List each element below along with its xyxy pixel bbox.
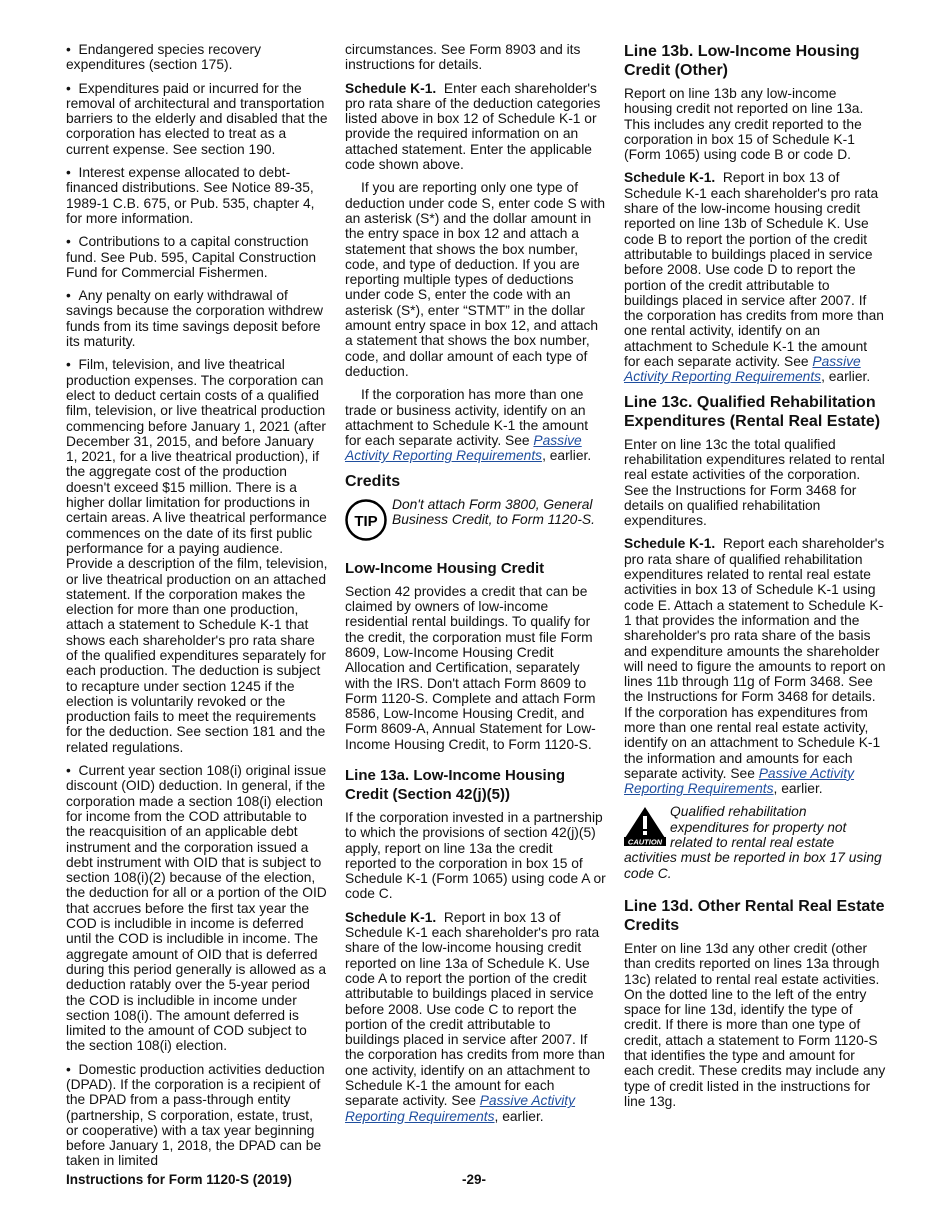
schedule-k1-label: Schedule K-1.: [345, 909, 437, 925]
paragraph-line-13c: Enter on line 13c the total qualified rehabilitation expenditures related to rental real estate activities of the corporation. See the Instructions for Form 3468 for details on qualified rehabilitation expenditures.: [624, 436, 885, 529]
caution-box: [624, 804, 886, 880]
line-13a-heading: Line 13a. Low-Income Housing Credit (Section 42(j)(5)): [345, 766, 566, 803]
line-13b-heading: Line 13b. Low-Income Housing Credit (Other): [624, 43, 860, 79]
paragraph-line-13a: If the corporation invested in a partnership to which the provisions of section 42(j)(5) apply, report on line 13a the credit reported to the corporation in box 15 of Schedule K-1 (Form 1065) using code A or code C.: [345, 809, 606, 902]
schedule-k1-text: Enter each shareholder's pro rata share of the deduction categories listed above in box 12 of Schedule K-1 or provide the required information on an attached statement. Enter the applicable code shown above.: [345, 80, 601, 173]
footer-form-title: Instructions for Form 1120-S (2019): [66, 1172, 292, 1187]
text-segment: , earlier.: [821, 369, 871, 385]
low-income-housing-heading: Low-Income Housing Credit: [345, 559, 545, 577]
bullet-capital-construction: • Contributions to a capital construction fund. See Pub. 595, Capital Construction Fund for Commercial Fishermen.: [66, 234, 328, 280]
bullet-endangered-species: • Endangered species recovery expenditures (section 175).: [66, 42, 328, 73]
column-2: [345, 42, 607, 1132]
schedule-k1-text: Report each shareholder's pro rata share of qualified rehabilitation expenditures related to rental real estate activities in box 13 of Schedule K-1 using code E. Attach a statement to Schedule K-1 that provides the information and the shareholder's pro rata share of the basis and expenditure amounts the shareholder will need to figure the amounts to report on lines 11b through 11g of Form 3468. See the Instructions for Form 3468 for details. If the corporation has expenditures from more than one rental real estate activity, identify on an attachment to Schedule K-1 the information and amounts for each separate activity. See: [624, 536, 886, 781]
column-1: [66, 42, 328, 1177]
passive-activity-link[interactable]: Passive Activity Reporting Requirements: [624, 765, 855, 797]
paragraph-line-13d: Enter on line 13d any other credit (other than credits reported on lines 13a through 13c) related to rental real estate activities. On the dotted line to the left of the entry space for line 13d, identify the type of credit. If there is more than one type of credit, attach a statement to Form 1120-S that identifies the type and amount for each credit. These credits may include any type of credit listed in the instructions for line 13g.: [624, 940, 886, 1109]
paragraph-line-13b: Report on line 13b any low-income housing credit not reported on line 13a. This includes any credit reported to the corporation in box 15 of Schedule K-1 (Form 1065) using code B or code D.: [624, 86, 864, 163]
passive-activity-link[interactable]: Passive Activity Reporting Requirements: [345, 433, 582, 464]
tip-box: [345, 497, 607, 541]
paragraph-low-income-housing: Section 42 provides a credit that can be claimed by owners of low-income residential rental buildings. To qualify for the credit, the corporation must file Form 8609, Low-Income Housing Credit Allocation and Certification, separately with the IRS. Don't attach Form 8609 to Form 1120-S. Complete and attach Form 8586, Low-Income Housing Credit, and Form 8609-A, Annual Statement for Low-Income Housing Credit, to Form 1120-S.: [345, 583, 596, 752]
bullet-architectural-barriers: • Expenditures paid or incurred for the removal of architectural and transportation barriers to the elderly and disabled that the corporation has elected to treat as a current expense. See section 190.: [66, 81, 328, 157]
bullet-film-production: • Film, television, and live theatrical production expenses. The corporation can elect to deduct certain costs of a qualified film, television, or live theatrical production commencing before January 1, 2021 (after December 31, 2015, and before January 1, 2021, for a live theatrical production), if the aggregate cost of the production doesn't exceed $15 million. There is a higher dollar limitation for productions in certain areas. A live theatrical performance commences on the date of its first public performance for a paying audience. Provide a description of the film, television, or live theatrical production on an attached statement. If the corporation makes the election for more than one production, attach a statement to Schedule K-1 that shows each shareholder's pro rata share of the qualified expenditures separately for each production. The deduction is subject to recapture under section 1245 if the election is voluntarily revoked or the production fails to meet the requirements for the deduction. See section 181 and the related regulations.: [66, 357, 328, 755]
caution-icon: [624, 806, 666, 846]
bullet-early-withdrawal: • Any penalty on early withdrawal of savings because the corporation withdrew funds from its time savings deposit before its maturity.: [66, 288, 328, 349]
line-13d-heading: Line 13d. Other Rental Real Estate Credits: [624, 897, 885, 934]
tip-icon: [345, 499, 387, 541]
text-segment: If the corporation has more than one trade or business activity, identify on an attachment to Schedule K-1 the amount for each separate activity. See: [345, 387, 589, 449]
paragraph-schedule-k1-13a: [345, 910, 607, 1124]
schedule-k1-label: Schedule K-1.: [345, 80, 437, 96]
text-segment: , earlier.: [542, 448, 592, 464]
bullet-dpad: • Domestic production activities deduction (DPAD). If the corporation is a recipient of the DPAD from a pass-through entity (partnership, S corporation, estate, trust, or cooperative) with a tax year beginning before January 1, 2018, the DPAD can be taken in limited: [66, 1062, 328, 1169]
schedule-k1-text: Report in box 13 of Schedule K-1 each shareholder's pro rata share of the low-income housing credit reported on line 13b of Schedule K. Use code B to report the portion of the credit attributable to buildings placed in service before 2008. Use code D to report the portion of the credit attributable to buildings placed in service after 2007. If the corporation has credits from more than one rental activity, identify on an attachment to Schedule K-1 the amount for each separate activity. See: [624, 170, 884, 370]
paragraph-code-s: If you are reporting only one type of deduction under code S, enter code S with an asterisk (S*) and the dollar amount in the entry space in box 12 and attach a statement that shows the box number, code, and type of deduction. If you are reporting multiple types of deductions under code S, enter the code with an asterisk (S*), enter “STMT” in the dollar amount entry space in box 12, and attach a statement that shows the box number, code, and dollar amount of each type of deduction.: [345, 180, 606, 379]
tip-label: TIP: [354, 512, 378, 530]
passive-activity-link[interactable]: Passive Activity Reporting Requirements: [624, 354, 861, 385]
paragraph-schedule-k1-deductions: [345, 81, 607, 173]
bullet-oid-deduction: • Current year section 108(i) original issue discount (OID) deduction. In general, if the corporation made a section 108(i) election for income from the COD attributable to the reacquisition of an applicable debt instrument and the corporation issued a debt instrument with OID that is subject to section 108(i)(2) because of the election, the deduction for all or a portion of the OID that accrues before the first tax year the COD is includible in income is deferred until the COD is includible in income. The aggregate amount of OID that is deferred during this period generally is allowed as a deduction ratably over the 5-year period the COD is includible in income under section 108(i). The amount deferred is limited to the amount of COD subject to the section 108(i) election.: [66, 763, 328, 1054]
paragraph-circumstances: circumstances. See Form 8903 and its instructions for details.: [345, 42, 581, 73]
passive-activity-link[interactable]: Passive Activity Reporting Requirements: [345, 1093, 576, 1124]
credits-heading: Credits: [345, 472, 401, 490]
bullet-interest-expense: • Interest expense allocated to debt-financed distributions. See Notice 89-35, 1989-1 C.B. 675, or Pub. 535, chapter 4, for more information.: [66, 165, 328, 226]
caution-label: CAUTION: [627, 837, 663, 847]
paragraph-trade-business: [345, 387, 607, 463]
line-13c-heading: Line 13c. Qualified Rehabilitation Expenditures (Rental Real Estate): [624, 393, 881, 430]
paragraph-schedule-k1-13c: [624, 536, 886, 796]
schedule-k1-label: Schedule K-1.: [624, 536, 716, 552]
column-3: [624, 42, 886, 1117]
tip-text: Don't attach Form 3800, General Business Credit, to Form 1120-S.: [392, 496, 595, 528]
schedule-k1-text: Report in box 13 of Schedule K-1 each shareholder's pro rata share of the low-income housing credit reported on line 13a of Schedule K. Use code A to report the portion of the credit attributable to buildings placed in service before 2008. Use code C to report the portion of the credit attributable to buildings placed in service after 2007. If the corporation has credits from more than one activity, identify on an attachment to Schedule K-1 the amount for each separate activity. See: [345, 909, 605, 1109]
text-segment: , earlier.: [494, 1108, 544, 1124]
caution-text: Qualified rehabilitation expenditures for property not related to rental real estate activities must be reported in box 17 using code C.: [624, 804, 882, 881]
paragraph-schedule-k1-13b: [624, 170, 886, 384]
text-segment: , earlier.: [773, 781, 823, 797]
footer-page-number: -29-: [462, 1172, 487, 1187]
schedule-k1-label: Schedule K-1.: [624, 170, 716, 186]
